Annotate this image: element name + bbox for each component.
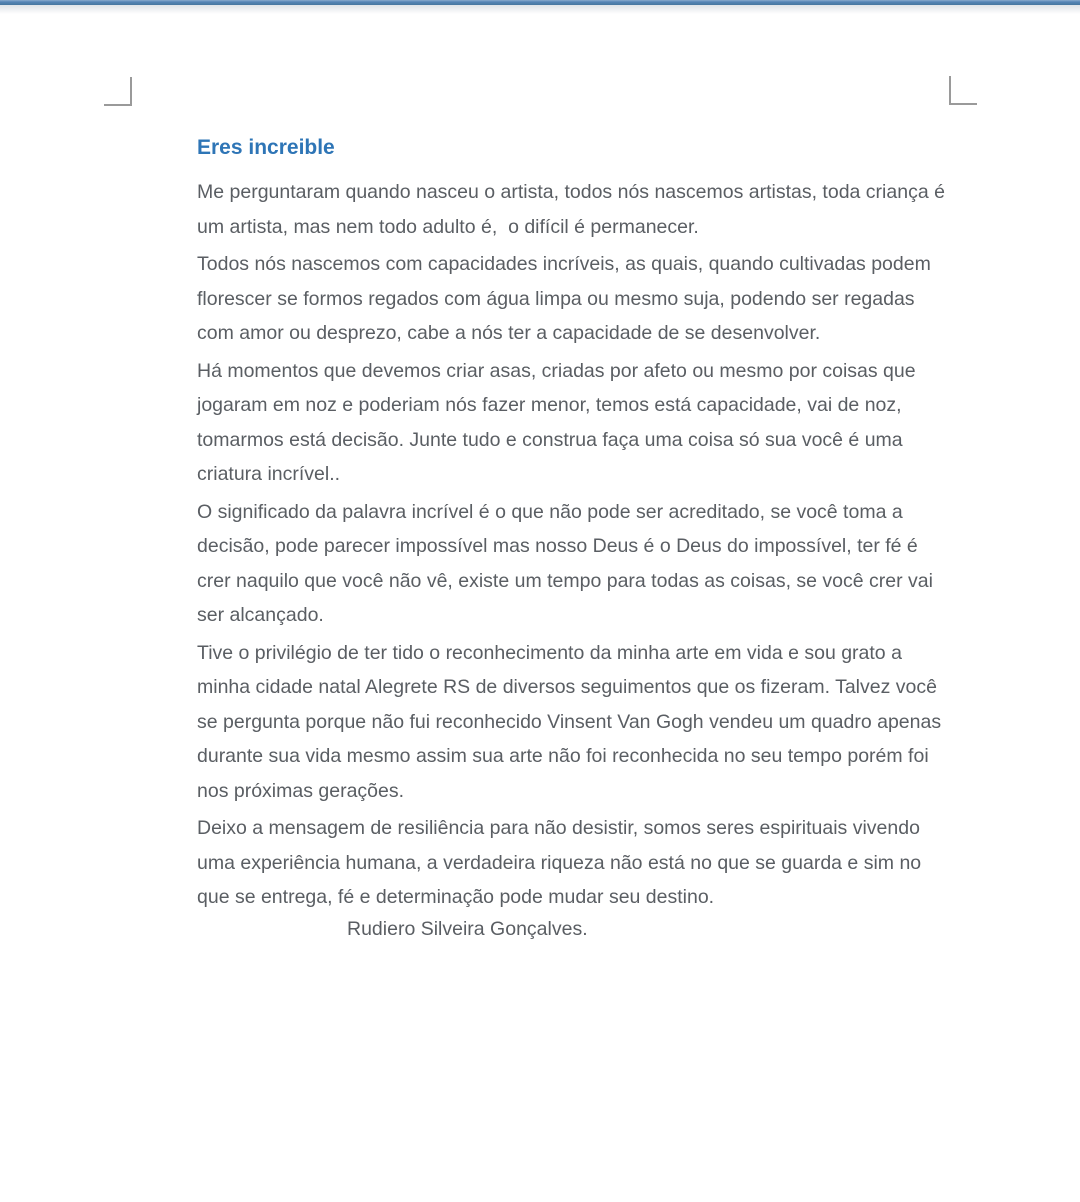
- page-margin-corner-mark-left: [104, 77, 132, 106]
- top-bar-shadow: [0, 5, 1080, 14]
- paragraph-2: Todos nós nascemos com capacidades incríveis, as quais, quando cultivadas podem florescer se formos regados com água limpa ou mesmo suja, podendo ser regadas com amor ou desprezo, cabe a nós ter a capacidade de se desenvolver.: [197, 253, 937, 344]
- paragraph-1: Me perguntaram quando nasceu o artista, todos nós nascemos artistas, toda criança é um artista, mas nem todo adulto é, o difícil é permanecer.: [197, 181, 951, 238]
- document-heading: Eres increible: [197, 136, 335, 159]
- paragraph-6: Deixo a mensagem de resiliência para não desistir, somos seres espirituais vivendo uma experiência humana, a verdadeira riqueza não está no que se guarda e sim no que se entrega, fé e determinação pode mudar seu destino.: [197, 817, 927, 908]
- signature-line: Rudiero Silveira Gonçalves.: [347, 917, 588, 940]
- document-page: [197, 130, 951, 949]
- page-margin-corner-mark-right: [949, 76, 977, 105]
- paragraph-4: O significado da palavra incrível é o que não pode ser acreditado, se você toma a decisão, pode parecer impossível mas nosso Deus é o Deus do impossível, ter fé é crer naquilo que você não vê, existe um tempo para todas as coisas, se você crer vai ser alcançado.: [197, 500, 939, 626]
- paragraph-3: Há momentos que devemos criar asas, criadas por afeto ou mesmo por coisas que jogaram em noz e poderiam nós fazer menor, temos está capacidade, vai de noz, tomarmos está decisão. Junte tudo e construa faça uma coisa só sua você é uma criatura incrível..: [197, 359, 922, 485]
- paragraph-5: Tive o privilégio de ter tido o reconhecimento da minha arte em vida e sou grato a minha cidade natal Alegrete RS de diversos seguimentos que os fizeram. Talvez você se pergunta porque não fui reconhecido Vinsent Van Gogh vendeu um quadro apenas durante sua vida mesmo assim sua arte não foi reconhecida no seu tempo porém foi nos próximas gerações.: [197, 641, 947, 802]
